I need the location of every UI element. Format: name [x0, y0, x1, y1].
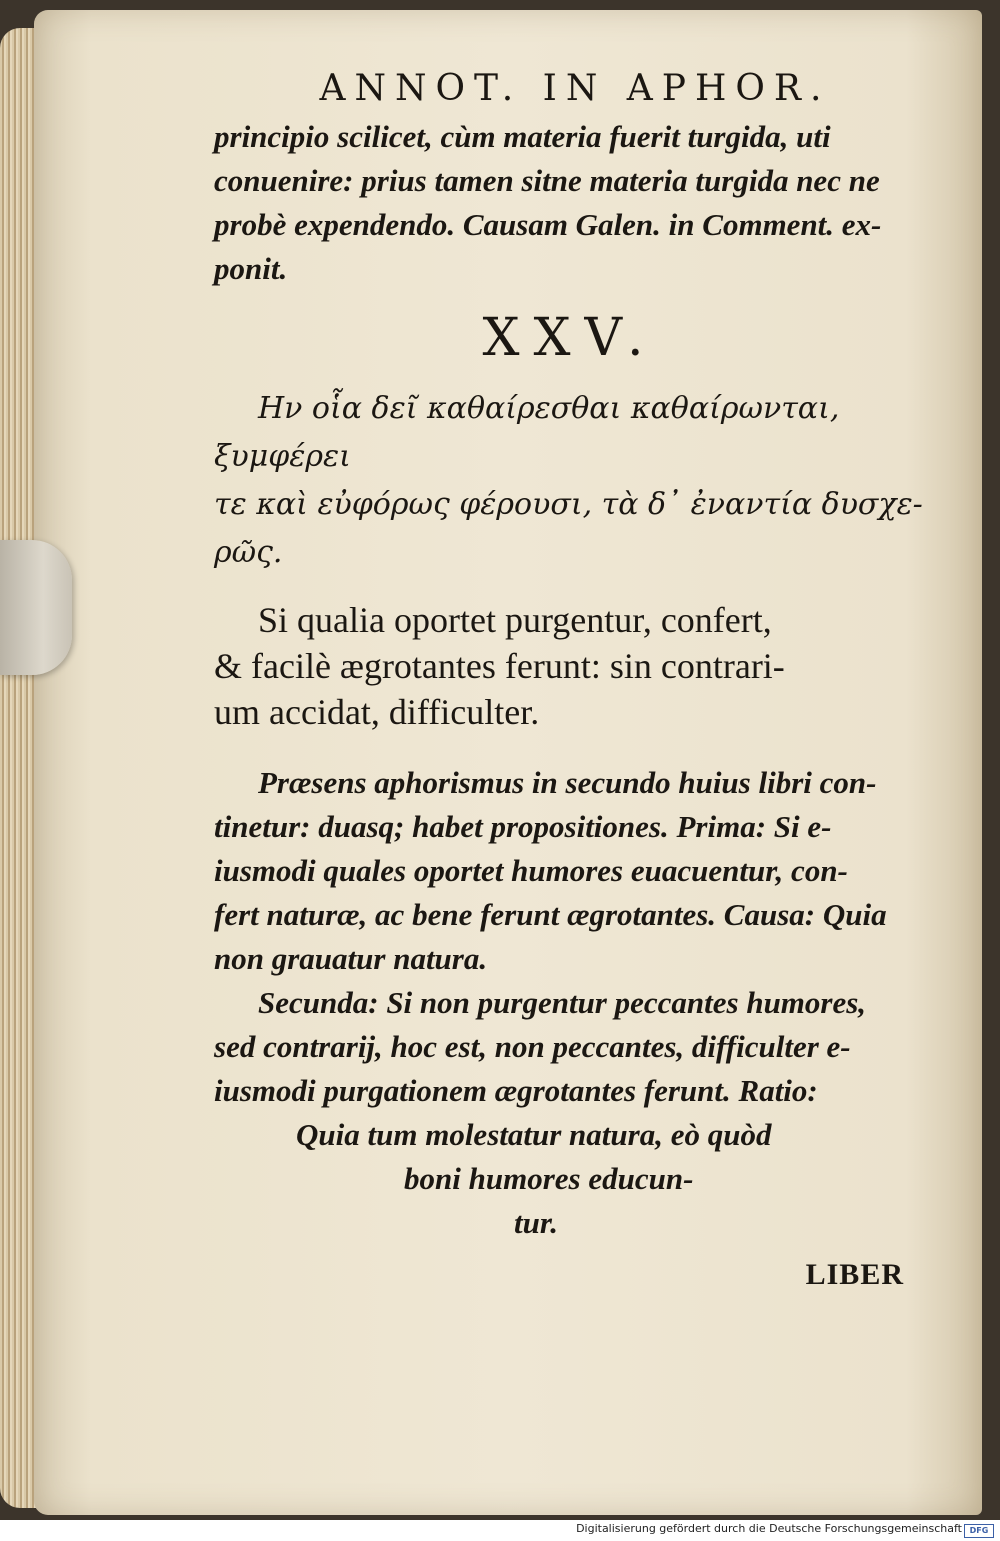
- commentary-line: Præsens aphorismus in secundo huius libri con-: [258, 765, 877, 800]
- catchword: LIBER: [805, 1258, 904, 1291]
- footer: [0, 1520, 1000, 1541]
- commentary: [214, 761, 926, 1113]
- latin-line: & facilè ægrotantes ferunt: sin contrari-: [214, 646, 785, 686]
- text-line: conuenire: prius tamen sitne materia turgida nec ne: [214, 163, 880, 198]
- dfg-logo: DFG: [964, 1524, 994, 1538]
- closing-line: Quia tum molestatur natura, eò quòd: [296, 1117, 772, 1152]
- commentary-line: iusmodi purgationem ægrotantes ferunt. Ratio:: [214, 1073, 818, 1108]
- commentary-line: iusmodi quales oportet humores euacuentur, con-: [214, 853, 848, 888]
- commentary-line: sed contrarij, hoc est, non peccantes, difficulter e-: [214, 1029, 851, 1064]
- latin-line: um accidat, difficulter.: [214, 692, 540, 732]
- greek-text: [214, 385, 926, 577]
- latin-translation: [214, 597, 926, 735]
- greek-line: ρῶς.: [214, 535, 283, 570]
- page-text: [214, 60, 926, 1245]
- commentary-line: tinetur: duasq; habet propositiones. Prima: Si e-: [214, 809, 832, 844]
- funding-credit: Digitalisierung gefördert durch die Deutsche Forschungsgemeinschaft: [576, 1522, 962, 1535]
- text-line: ponit.: [214, 251, 288, 286]
- commentary-line: Secunda: Si non purgentur peccantes humores,: [258, 985, 867, 1020]
- greek-line: τε καὶ εὐφόρως φέρουσι, τὰ δ᾽ ἐναντία δυσχε-: [214, 487, 923, 522]
- text-line: probè expendendo. Causam Galen. in Comment. ex-: [214, 207, 882, 242]
- continuation-paragraph: [214, 115, 926, 291]
- commentary-line: fert naturæ, ac bene ferunt ægrotantes. Causa: Quia: [214, 897, 887, 932]
- text-line: principio scilicet, cùm materia fuerit turgida, uti: [214, 119, 831, 154]
- page-clip: [0, 540, 72, 675]
- closing-line: boni humores educun-: [404, 1161, 694, 1196]
- aphorism-number: XXV.: [482, 308, 658, 368]
- commentary-line: non grauatur natura.: [214, 941, 488, 976]
- running-head: ANNOT. IN APHOR.: [319, 68, 831, 109]
- closing-lines: [214, 1113, 926, 1245]
- greek-line: Ην οἷα δεῖ καθαίρεσθαι καθαίρωνται, ξυμφέρει: [214, 391, 840, 474]
- latin-line: Si qualia oportet purgentur, confert,: [258, 600, 772, 640]
- closing-line: tur.: [514, 1205, 558, 1240]
